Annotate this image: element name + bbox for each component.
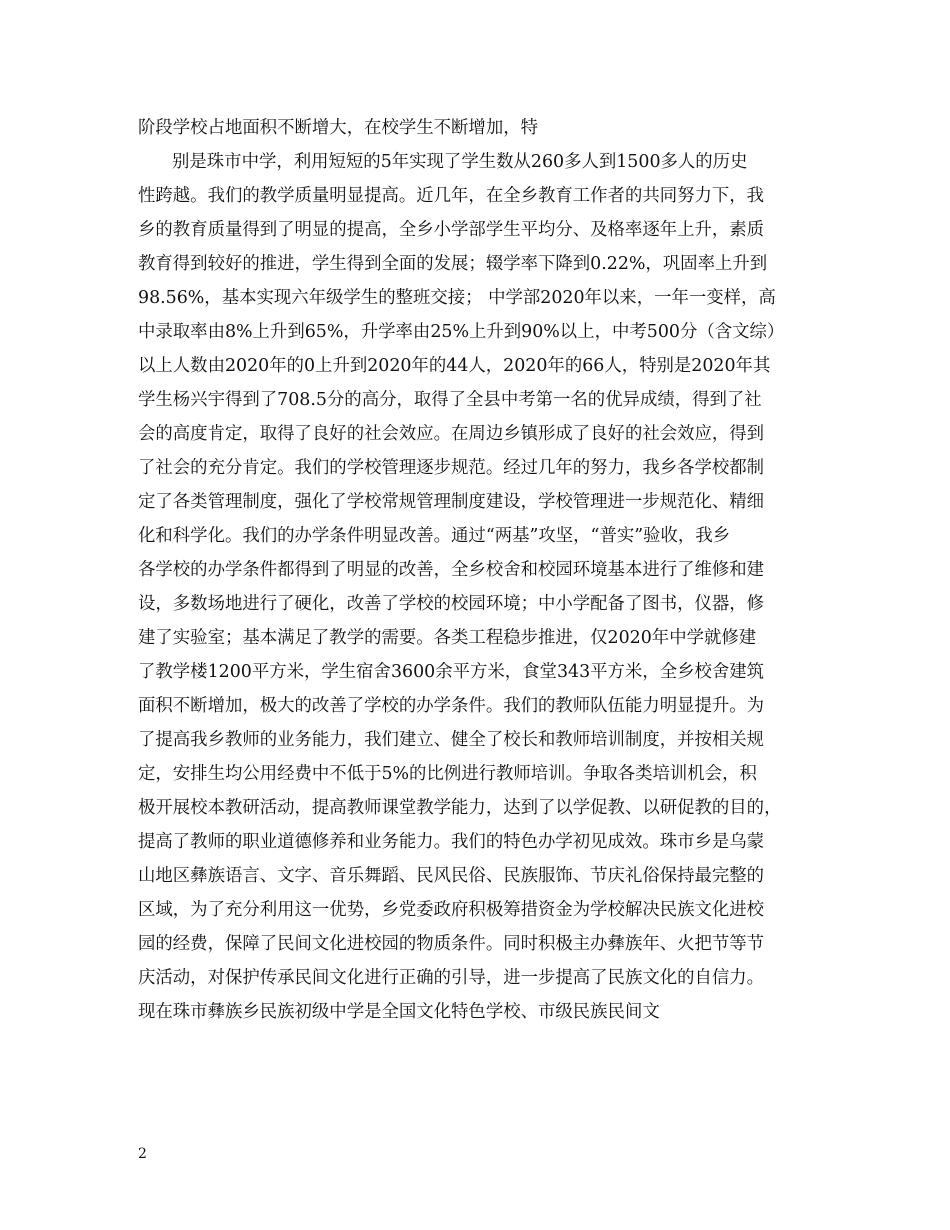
text-line: 现在珠市彝族乡民族初级中学是全国文化特色学校、市级民族民间文	[138, 1002, 660, 1022]
text-line: 性跨越。我们的教学质量明显提高。近几年，在全乡教育工作者的共同努力下，我	[138, 186, 765, 206]
text-line: 定了各类管理制度，强化了学校常规管理制度建设，学校管理进一步规范化、精细	[138, 492, 765, 512]
text-line: 会的高度肯定，取得了良好的社会效应。在周边乡镇形成了良好的社会效应，得到	[138, 424, 765, 444]
text-line: 阶段学校占地面积不断增大，在校学生不断增加，特	[138, 118, 538, 138]
text-line: 庆活动，对保护传承民间文化进行正确的引导，进一步提高了民族文化的自信力。	[138, 968, 765, 988]
text-line: 园的经费，保障了民间文化进校园的物质条件。同时积极主办彝族年、火把节等节	[138, 934, 765, 954]
text-line: 区域，为了充分利用这一优势，乡党委政府积极筹措资金为学校解决民族文化进校	[138, 900, 765, 920]
text-line: 98.56%，基本实现六年级学生的整班交接； 中学部2020年以来，一年一变样，高	[138, 288, 776, 308]
text-line: 各学校的办学条件都得到了明显的改善，全乡校舍和校园环境基本进行了维修和建	[138, 560, 765, 580]
text-line: 乡的教育质量得到了明显的提高，全乡小学部学生平均分、及格率逐年上升，素质	[138, 220, 765, 240]
page-number: 2	[138, 1146, 147, 1162]
text-line: 建了实验室；基本满足了教学的需要。各类工程稳步推进，仅2020年中学就修建	[138, 628, 757, 648]
text-line: 山地区彝族语言、文字、音乐舞蹈、民风民俗、民族服饰、节庆礼俗保持最完整的	[138, 866, 765, 886]
text-line: 以上人数由2020年的0上升到2020年的44人，2020年的66人，特别是2020年其	[138, 356, 771, 376]
text-line: 了提高我乡教师的业务能力，我们建立、健全了校长和教师培训制度，并按相关规	[138, 730, 765, 750]
text-line: 教育得到较好的推进，学生得到全面的发展；辍学率下降到0.22%，巩固率上升到	[138, 254, 768, 274]
text-line: 了社会的充分肯定。我们的学校管理逐步规范。经过几年的努力，我乡各学校都制	[138, 458, 765, 478]
text-line: 化和科学化。我们的办学条件明显改善。通过“两基”攻坚，“普实”验收，我乡	[138, 526, 731, 546]
text-line: 极开展校本教研活动，提高教师课堂教学能力，达到了以学促教、以研促教的目的，	[138, 798, 782, 818]
text-line: 设，多数场地进行了硬化，改善了学校的校园环境；中小学配备了图书，仪器，修	[138, 594, 765, 614]
text-line: 提高了教师的职业道德修养和业务能力。我们的特色办学初见成效。珠市乡是乌蒙	[138, 832, 765, 852]
text-line: 定，安排生均公用经费中不低于5%的比例进行教师培训。争取各类培训机会，积	[138, 764, 757, 784]
text-line: 面积不断增加，极大的改善了学校的办学条件。我们的教师队伍能力明显提升。为	[138, 696, 765, 716]
text-line: 了教学楼1200平方米，学生宿舍3600余平方米，食堂343平方米，全乡校舍建筑	[138, 662, 765, 682]
text-line: 中录取率由8%上升到65%，升学率由25%上升到90%以上，中考500分（含文综）	[138, 322, 785, 342]
text-line: 别是珠市中学，利用短短的5年实现了学生数从260多人到1500多人的历史	[172, 152, 748, 172]
text-line: 学生杨兴宇得到了708.5分的高分，取得了全县中考第一名的优异成绩，得到了社	[138, 390, 762, 410]
